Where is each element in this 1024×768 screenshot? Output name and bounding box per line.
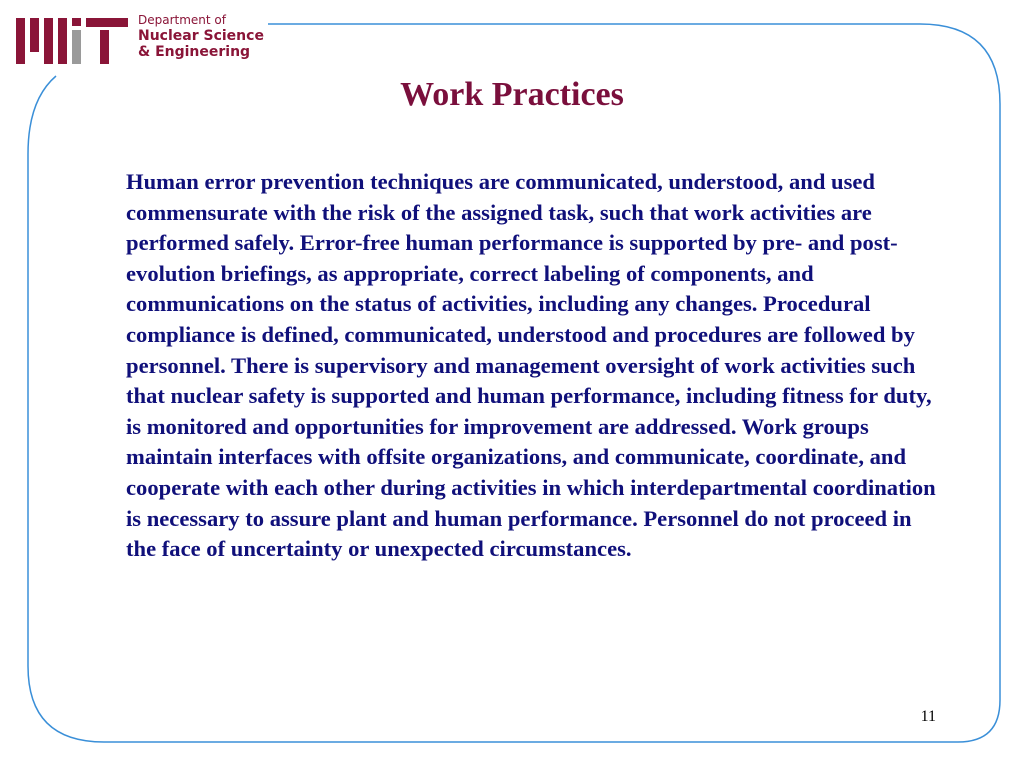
department-name-line1: Nuclear Science <box>138 27 264 44</box>
department-name <box>138 14 264 60</box>
slide-body-text: Human error prevention techniques are communicated, understood, and used commensurate with the risk of the assigned task, such that work activities are performed safely. Error-free human performance is supported by pre- and post-evolution briefings, as appropriate, correct labeling of components, and communications on the status of activities, including any changes. Procedural compliance is defined, communicated, understood and procedures are followed by personnel. There is supervisory and management oversight of work activities such that nuclear safety is supported and human performance, including fitness for duty, is monitored and opportunities for improvement are addressed. Work groups maintain interfaces with offsite organizations, and communicate, coordinate, and cooperate with each other during activities in which interdepartmental coordination is necessary to assure plant and human performance. Personnel do not proceed in the face of uncertainty or unexpected circumstances. <box>126 169 936 562</box>
slide-title: Work Practices <box>400 76 624 113</box>
page-number: 11 <box>920 708 936 725</box>
mit-logo <box>14 14 130 66</box>
department-label: Department of <box>138 13 226 27</box>
department-name-line2: & Engineering <box>138 43 251 60</box>
